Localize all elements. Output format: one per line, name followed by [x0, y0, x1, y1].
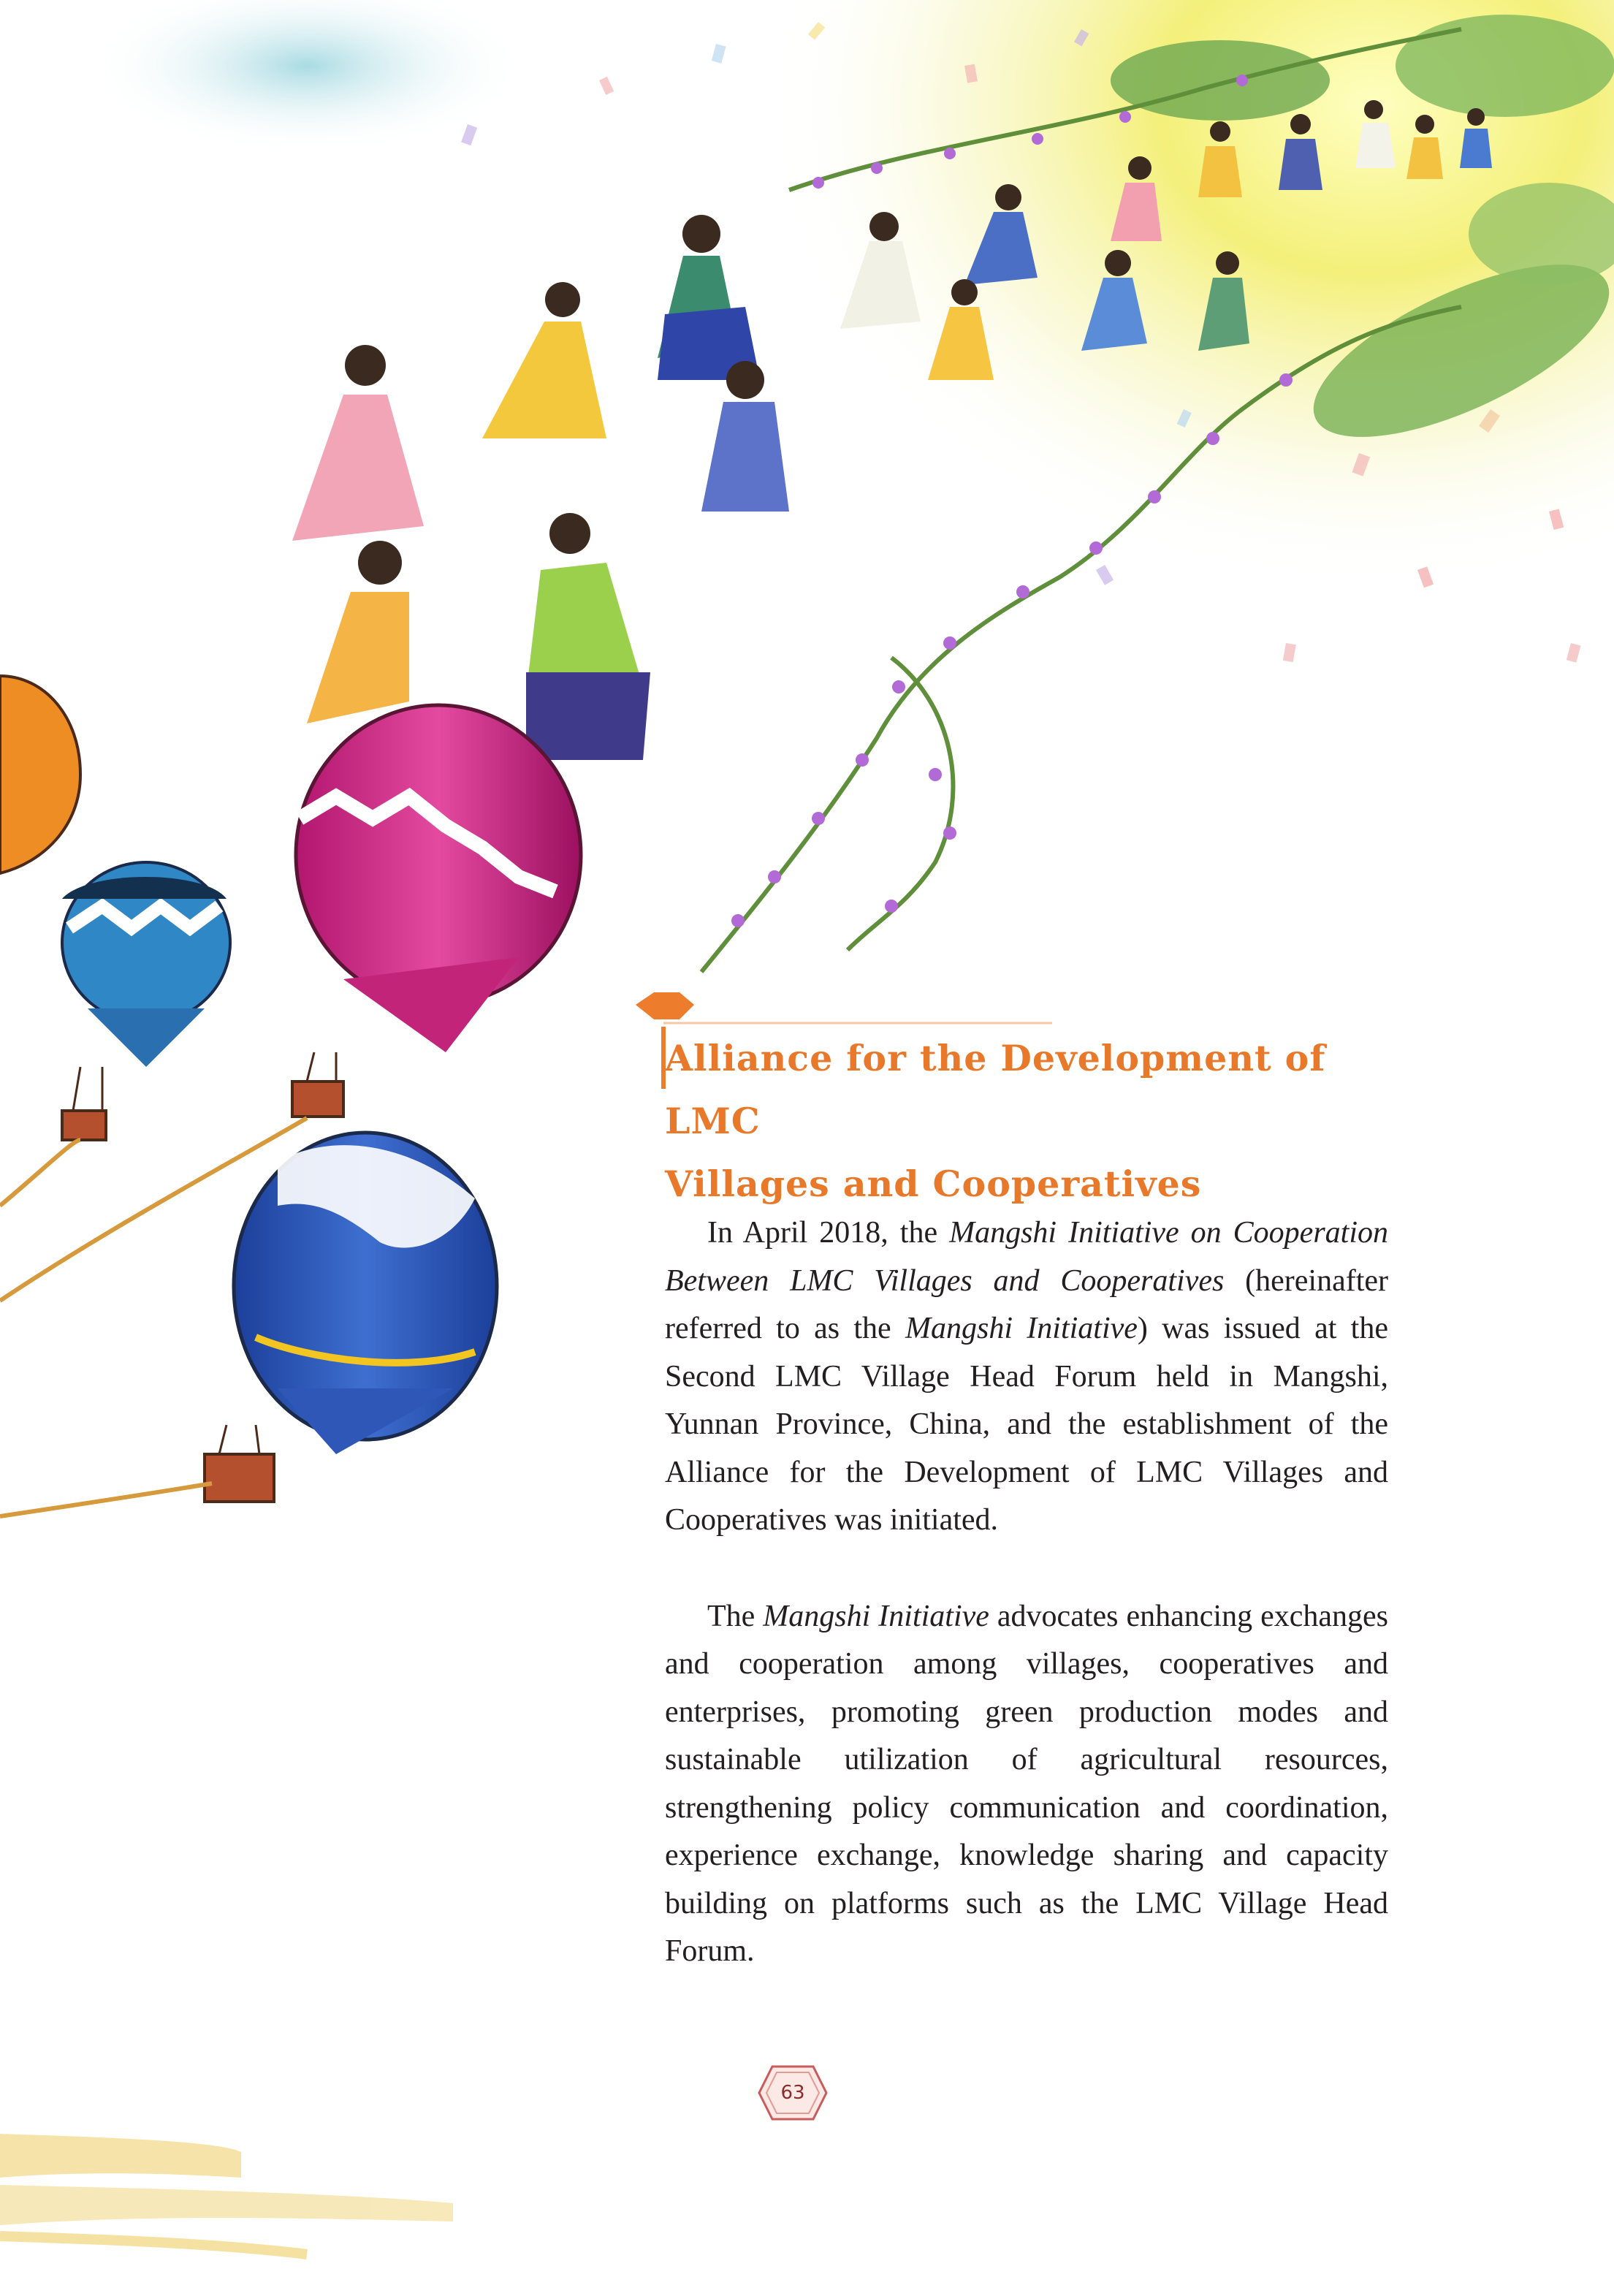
heading-line-1: Alliance for the Development of LMC	[665, 1037, 1326, 1142]
page-number: 63	[780, 2082, 805, 2104]
paragraph-2	[665, 1593, 1388, 1976]
para1-text-2: (hereinafter referred to as the	[665, 1263, 1388, 1345]
para2-text-1: The	[707, 1599, 764, 1633]
para1-text-1: In April 2018, the	[707, 1216, 950, 1250]
paragraph-1	[665, 1209, 1388, 1545]
brush-stroke-decoration	[0, 2134, 453, 2254]
para2-text-2: advocates enhancing exchanges and cooperation among villages, cooperatives and enterprises, promoting green production modes and sustainable utilization of agricultural resources, strengthening policy communication and coordination, experience exchange, knowledge sharing and capacity building on platforms such as the LMC Village Head Forum.	[665, 1599, 1388, 1968]
section-heading	[665, 1027, 1403, 1215]
body-text	[665, 1209, 1388, 2024]
heading-line-2: Villages and Cooperatives	[665, 1163, 1202, 1205]
para2-italic-title: Mangshi Initiative	[763, 1599, 989, 1633]
para1-italic-title: Mangshi Initiative on Cooperation Between LMC Villages and Cooperatives	[665, 1216, 1389, 1298]
para1-text-3: ) was issued at the Second LMC Village Head Forum held in Mangshi, Yunnan Province, China, and the establishment of the Alliance for the Development of LMC Villages and Cooperatives was initiated.	[665, 1312, 1388, 1537]
para1-italic-short: Mangshi Initiative	[905, 1312, 1138, 1345]
hot-air-balloons	[0, 676, 581, 1516]
